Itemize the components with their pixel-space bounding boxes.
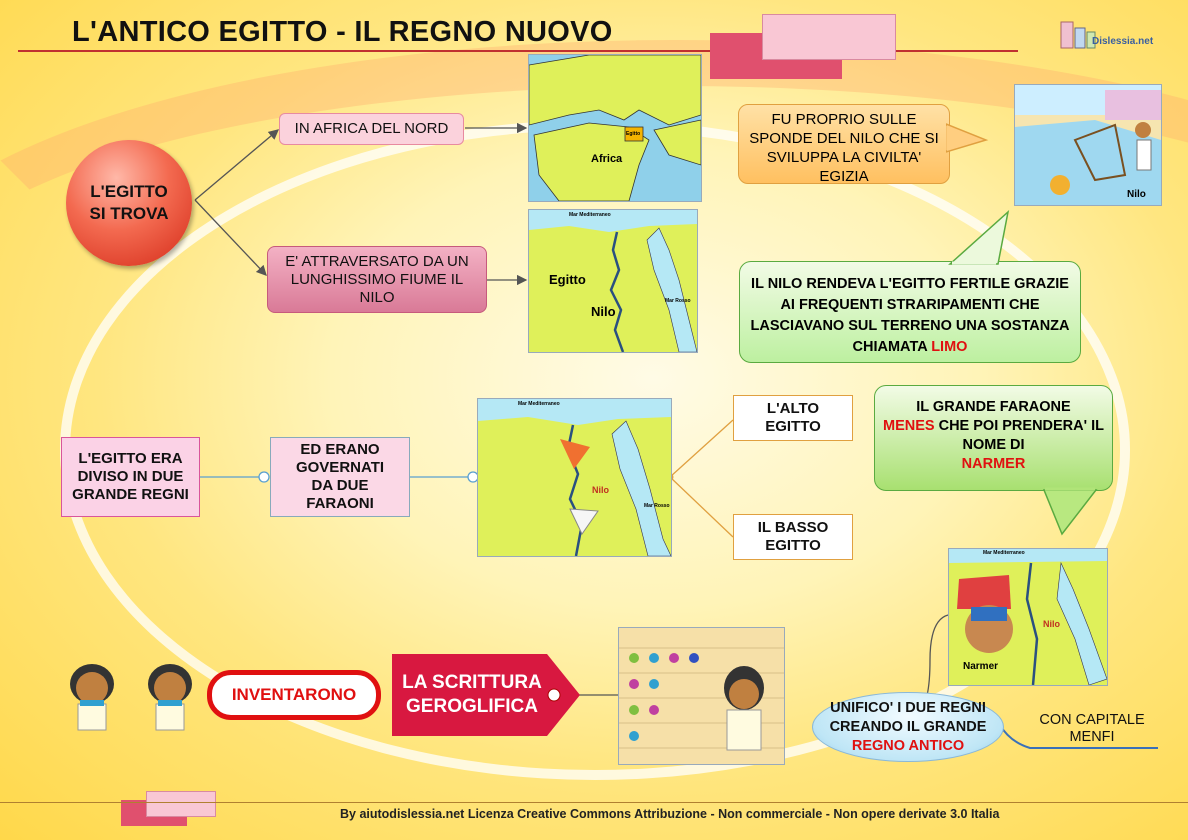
image-narmer-label: Narmer bbox=[963, 661, 999, 672]
map-africa-egitto-label: Egitto bbox=[626, 131, 641, 137]
connector-trova-fiume bbox=[195, 200, 266, 275]
bubble-sponde-text: FU PROPRIO SULLE SPONDE DEL NILO CHE SI SVILUPPA LA CIVILTA' EGIZIA bbox=[749, 111, 939, 185]
node-unifico[interactable] bbox=[812, 692, 1004, 762]
node-fiume[interactable] bbox=[267, 246, 487, 313]
node-capitale-label: CON CAPITALE MENFI bbox=[1039, 712, 1145, 745]
node-governati-label: ED ERANO GOVERNATI DA DUE FARAONI bbox=[295, 441, 385, 512]
logo-text: Dislessia.net bbox=[1092, 36, 1154, 47]
bubble-nilo-fertile-tail bbox=[940, 210, 1020, 265]
connector-map-alto bbox=[670, 420, 733, 477]
egyptian-kids-icon bbox=[58, 660, 206, 738]
hieroglyphs-icon bbox=[619, 628, 784, 764]
footer-deco-pink bbox=[146, 791, 216, 817]
faraone-text-mid: CHE POI PRENDERA' IL NOME DI bbox=[934, 418, 1104, 453]
node-governati[interactable] bbox=[270, 437, 410, 517]
map-regni-mar-rosso: Mar Rosso bbox=[644, 503, 670, 509]
map-nilo-mar-med: Mar Mediterraneo bbox=[569, 212, 611, 218]
map-africa-label: Africa bbox=[591, 153, 623, 165]
image-hieroglyphs bbox=[618, 627, 785, 765]
map-africa bbox=[528, 54, 702, 202]
node-scrittura-label: LA SCRITTURA GEROGLIFICA bbox=[402, 672, 542, 717]
node-inventarono-label: INVENTARONO bbox=[231, 685, 357, 704]
nile-scene-icon bbox=[1015, 85, 1161, 205]
map-nilo-nilo-label: Nilo bbox=[591, 304, 616, 319]
node-fiume-label: E' ATTRAVERSATO DA UN LUNGHISSIMO FIUME IL NILO bbox=[285, 252, 469, 306]
bubble-faraone[interactable] bbox=[874, 385, 1113, 491]
node-scrittura[interactable] bbox=[392, 654, 582, 736]
bubble-faraone-tail bbox=[1040, 486, 1120, 536]
regno-antico-term: REGNO ANTICO bbox=[851, 737, 965, 754]
map-nilo bbox=[528, 209, 698, 353]
page-title: L'ANTICO EGITTO - IL REGNO NUOVO bbox=[72, 16, 613, 48]
connector-map-basso bbox=[670, 477, 733, 537]
connector-trova-africa bbox=[195, 130, 278, 200]
map-nilo-egitto-label: Egitto bbox=[549, 272, 586, 287]
egyptian-kids-illustration bbox=[58, 660, 206, 738]
node-unifico-label: UNIFICO' I DUE REGNI CREANDO IL GRANDE bbox=[829, 699, 987, 735]
map-regni-mar-med: Mar Mediterraneo bbox=[518, 401, 560, 407]
africa-map-icon bbox=[529, 55, 701, 201]
node-capitale[interactable] bbox=[1028, 711, 1156, 747]
node-africa-nord-label: IN AFRICA DEL NORD bbox=[294, 120, 449, 137]
menes-term: MENES bbox=[883, 418, 935, 434]
bubble-sponde[interactable] bbox=[738, 104, 950, 184]
node-diviso-label: L'EGITTO ERA DIVISO IN DUE GRANDE REGNI bbox=[72, 450, 189, 503]
node-inventarono[interactable] bbox=[207, 670, 381, 720]
faraone-text-pre: IL GRANDE FARAONE bbox=[916, 399, 1071, 415]
bubble-nilo-fertile[interactable] bbox=[739, 261, 1081, 363]
map-nilo-mar-rosso: Mar Rosso bbox=[665, 298, 691, 304]
node-diviso[interactable] bbox=[61, 437, 200, 517]
node-egitto-si-trova[interactable] bbox=[66, 140, 192, 266]
footer-line bbox=[0, 802, 1188, 803]
bubble-sponde-tail bbox=[946, 122, 990, 156]
node-basso-egitto[interactable] bbox=[733, 514, 853, 560]
node-basso-egitto-label: IL BASSO EGITTO bbox=[757, 519, 829, 554]
image-narmer bbox=[948, 548, 1108, 686]
node-alto-egitto[interactable] bbox=[733, 395, 853, 441]
footer-license: By aiutodislessia.net Licenza Creative Commons Attribuzione - Non commerciale - Non opere derivate 3.0 Italia bbox=[340, 807, 1000, 821]
limo-term: LIMO bbox=[931, 339, 968, 355]
bubble-nilo-fertile-text: IL NILO RENDEVA L'EGITTO FERTILE GRAZIE AI FREQUENTI STRARIPAMENTI CHE LASCIAVANO SUL TERRENO UNA SOSTANZA CHIAMATA bbox=[750, 276, 1070, 355]
regni-map-icon bbox=[478, 399, 671, 556]
image-nile-label: Nilo bbox=[1127, 189, 1146, 200]
node-alto-egitto-label: L'ALTO EGITTO bbox=[765, 400, 821, 435]
image-nile-scene bbox=[1014, 84, 1162, 206]
node-africa-nord[interactable] bbox=[279, 113, 464, 145]
map-regni-nilo: Nilo bbox=[592, 485, 609, 495]
image-narmer-mar-med: Mar Mediterraneo bbox=[983, 550, 1025, 556]
node-egitto-si-trova-label: L'EGITTO SI TROVA bbox=[89, 182, 169, 223]
narmer-term: NARMER bbox=[961, 456, 1026, 472]
map-regni bbox=[477, 398, 672, 557]
image-narmer-nilo: Nilo bbox=[1043, 619, 1060, 629]
